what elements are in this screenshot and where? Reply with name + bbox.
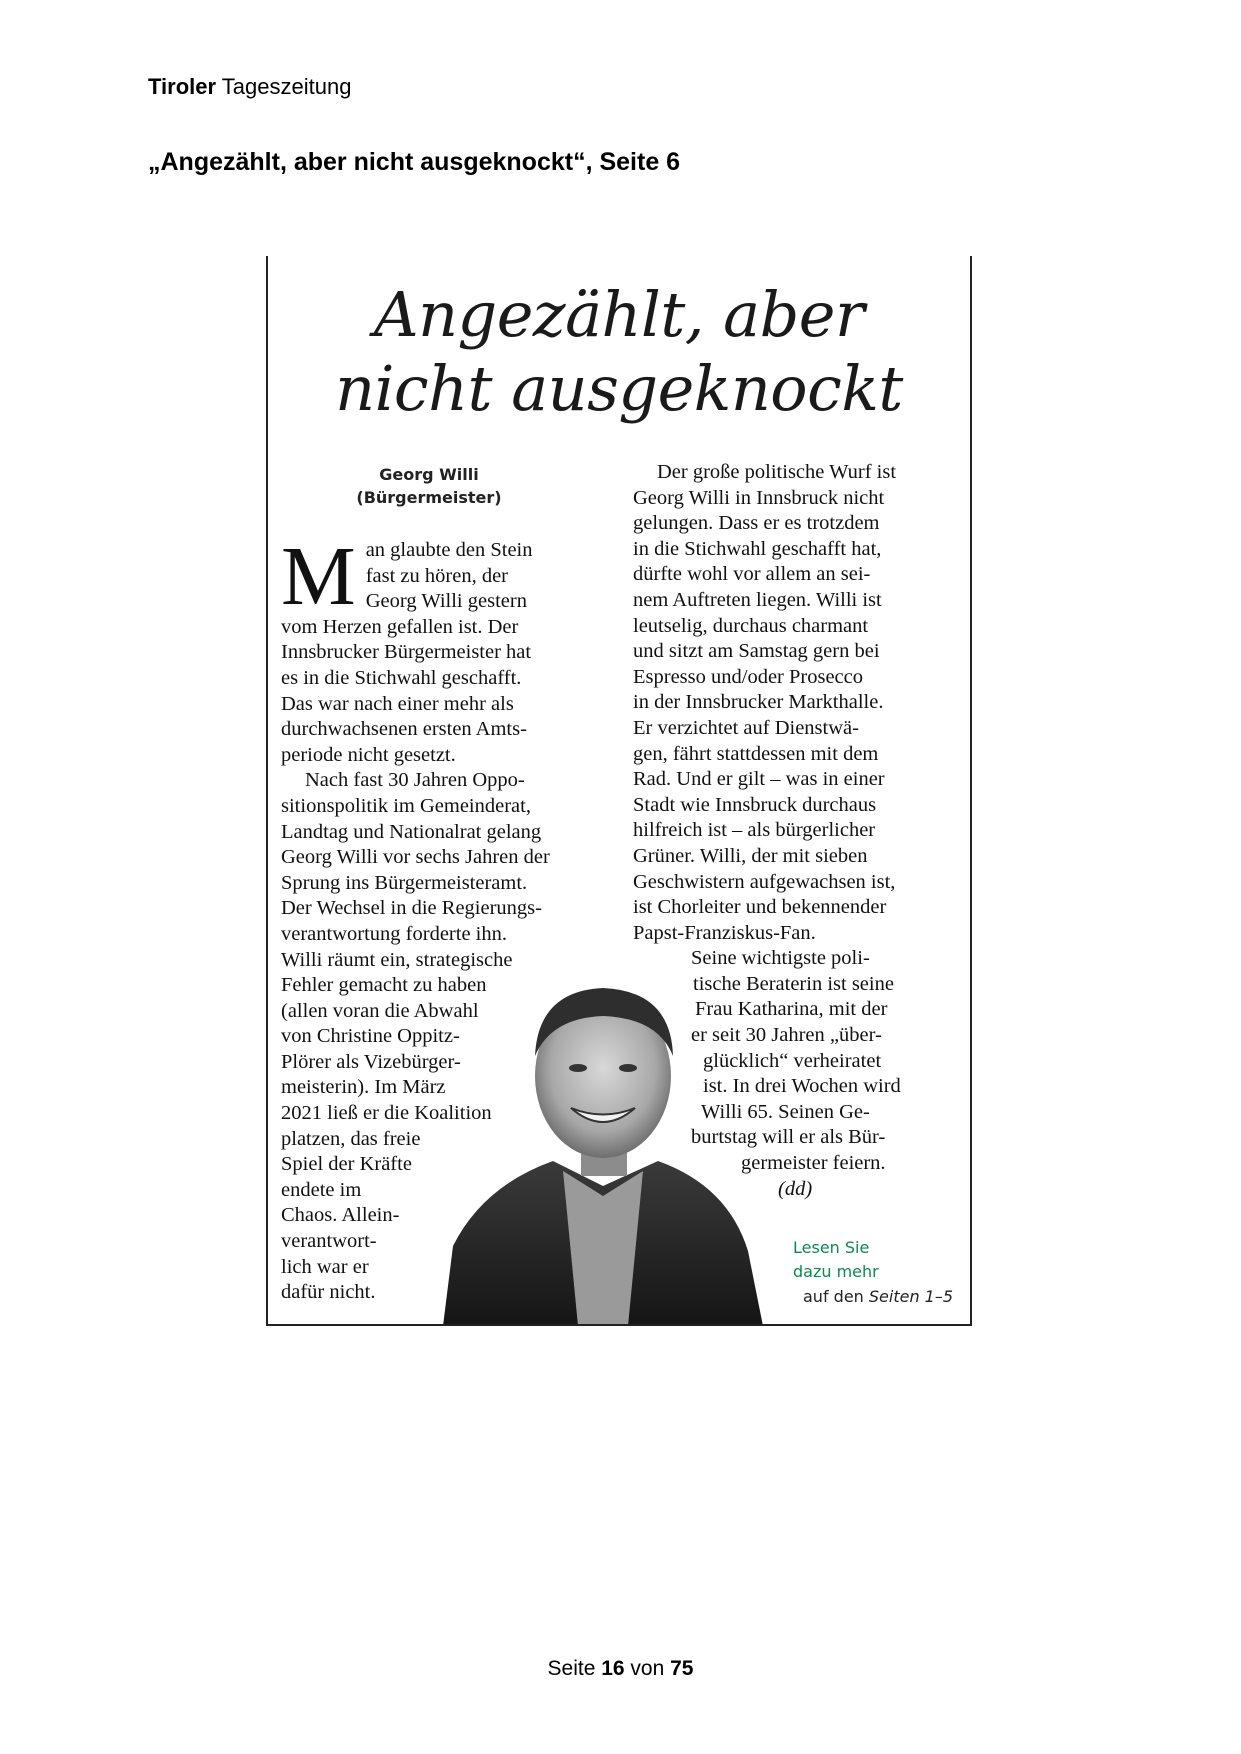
more-line-1: Lesen Sie (793, 1238, 870, 1257)
text-line: Innsbrucker Bürgermeister hat (281, 641, 532, 664)
headline-line-2: nicht ausgeknockt (335, 352, 903, 425)
text-line: sitionspolitik im Gemeinderat, (281, 794, 531, 817)
text-line: Sprung ins Bürgermeisteramt. (281, 871, 528, 894)
newspaper-clipping (266, 256, 972, 1326)
more-line-2: dazu mehr (793, 1262, 879, 1281)
text-line: ist. In drei Wochen wird (703, 1075, 901, 1098)
text-line: lich war er (281, 1255, 369, 1278)
text-line: Fehler gemacht zu haben (281, 974, 487, 997)
text-line: Rad. Und er gilt – was in einer (633, 768, 885, 791)
footer-total-pages: 75 (670, 1657, 694, 1680)
page-footer (0, 1657, 1241, 1681)
text-line: Chaos. Allein- (281, 1204, 400, 1227)
article-headline (268, 278, 970, 426)
text-line: gen, fährt stattdessen mit dem (633, 742, 879, 765)
text-line: Georg Willi gestern (365, 590, 527, 613)
text-line: dürfte wohl vor allem an sei- (633, 563, 871, 586)
text-line: Espresso und/oder Prosecco (633, 665, 864, 688)
text-line: Stadt wie Innsbruck durchaus (633, 793, 877, 816)
text-line: ist Chorleiter und bekennender (633, 896, 887, 919)
paragraph-1 (281, 530, 616, 768)
publication-name-bold: Tiroler (148, 74, 217, 99)
portrait-photo (443, 956, 763, 1326)
text-line: tische Beraterin ist seine (693, 972, 894, 995)
text-line: meisterin). Im März (281, 1076, 446, 1099)
text-line: periode nicht gesetzt. (281, 743, 456, 766)
text-line: burtstag will er als Bür- (691, 1126, 886, 1149)
text-line: Landtag und Nationalrat gelang (281, 820, 542, 843)
text-line: er seit 30 Jahren „über- (691, 1024, 882, 1047)
text-line: (allen voran die Abwahl (281, 999, 479, 1022)
text-line: germeister feiern. (741, 1152, 886, 1175)
text-line: Geschwistern aufgewachsen ist, (633, 870, 896, 893)
text-line: Willi 65. Seinen Ge- (701, 1100, 870, 1123)
paragraph-3-lines (633, 460, 968, 946)
footer-page-number: 16 (601, 1657, 625, 1680)
text-line: Das war nach einer mehr als (281, 692, 514, 715)
text-line: durchwachsenen ersten Amts- (281, 718, 527, 741)
text-line: verantwort- (281, 1230, 377, 1253)
author-signature: (dd) (778, 1177, 813, 1200)
text-line: Der Wechsel in die Regierungs- (281, 897, 542, 920)
text-line: Er verzichtet auf Dienstwä- (633, 716, 859, 739)
text-line: dafür nicht. (281, 1281, 376, 1304)
text-line: in die Stichwahl geschafft hat, (633, 537, 882, 560)
text-line: in der Innsbrucker Markthalle. (633, 691, 884, 714)
document-title: „Angezählt, aber nicht ausgeknockt“, Seite 6 (148, 148, 681, 176)
text-line: Plörer als Vizebürger- (281, 1050, 461, 1073)
text-line: Georg Willi vor sechs Jahren der (281, 846, 550, 869)
text-line: und sitzt am Samstag gern bei (633, 640, 880, 663)
text-line: glücklich“ verheiratet (703, 1049, 882, 1072)
text-line: hilfreich ist – als bürgerlicher (633, 819, 876, 842)
more-info-box (793, 1236, 879, 1284)
text-line: 2021 ließ er die Koalition (281, 1102, 492, 1125)
more-info-reference (803, 1287, 953, 1306)
more-ref-pages: Seiten 1–5 (868, 1287, 954, 1306)
headline-line-1: Angezählt, aber (373, 278, 865, 351)
text-line: Willi räumt ein, strategische (281, 948, 513, 971)
paragraph-3 (633, 460, 968, 946)
text-line: Seine wichtigste poli- (691, 947, 870, 970)
text-line: Der große politische Wurf ist (657, 461, 897, 483)
text-line: an glaubte den Stein (365, 539, 533, 561)
text-line: Spiel der Kräfte (281, 1153, 412, 1176)
text-line: Nach fast 30 Jahren Oppo- (305, 769, 525, 792)
text-line: Frau Katharina, mit der (695, 998, 888, 1021)
footer-mid: von (624, 1657, 671, 1680)
text-line: endete im (281, 1178, 362, 1201)
text-line: von Christine Oppitz- (281, 1025, 460, 1048)
text-line: fast zu hören, der (365, 564, 509, 587)
text-line: verantwortung forderte ihn. (281, 922, 507, 945)
text-line: Papst-Franziskus-Fan. (633, 921, 816, 944)
text-line: platzen, das freie (281, 1127, 421, 1150)
text-line: vom Herzen gefallen ist. Der (281, 615, 519, 638)
byline-role: (Bürgermeister) (356, 488, 502, 507)
drop-cap: M (281, 530, 356, 623)
text-line: Grüner. Willi, der mit sieben (633, 844, 868, 867)
publication-name (148, 74, 351, 100)
byline (334, 463, 524, 509)
byline-name: Georg Willi (379, 465, 479, 484)
text-line: gelungen. Dass er es trotzdem (633, 512, 880, 535)
footer-prefix: Seite (547, 1657, 602, 1680)
publication-name-rest: Tageszeitung (216, 74, 352, 99)
more-ref-prefix: auf den (803, 1287, 869, 1306)
text-line: leutselig, durchaus charmant (633, 614, 869, 637)
text-line: nem Auftreten liegen. Willi ist (633, 588, 882, 611)
left-eye (569, 1064, 587, 1072)
text-line: es in die Stichwahl geschafft. (281, 666, 522, 689)
text-line: Georg Willi in Innsbruck nicht (633, 486, 885, 509)
right-eye (619, 1064, 637, 1072)
